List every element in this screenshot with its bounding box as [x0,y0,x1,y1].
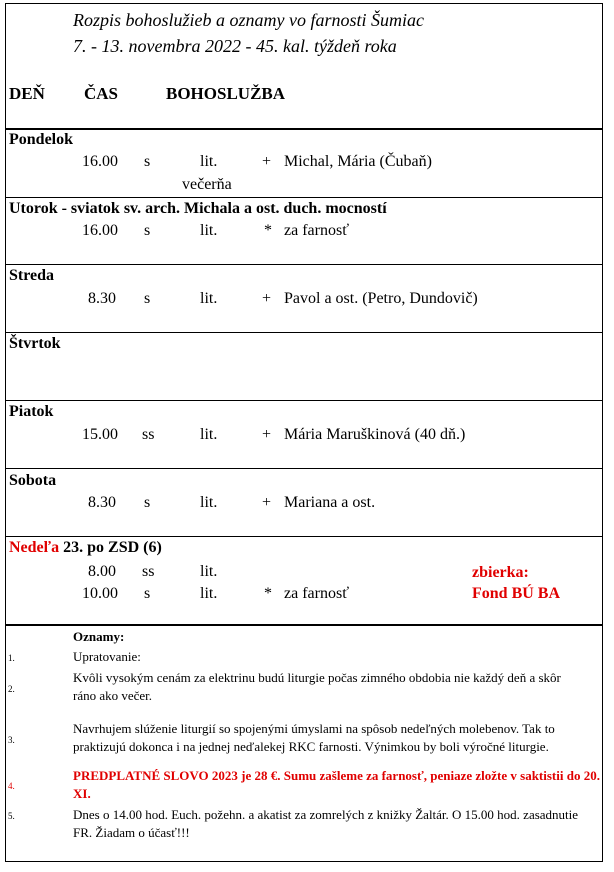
mark-monday: + [262,153,272,170]
time-sunday-1: 8.00 [88,563,116,580]
mark-friday: + [262,426,272,443]
header-service: BOHOSLUŽBA [166,84,286,103]
time-saturday: 8.30 [88,494,116,511]
time-wednesday: 8.30 [88,290,116,307]
kind2-monday: večerňa [182,176,232,193]
mark-saturday: + [262,494,272,511]
day-name-monday: Pondelok [9,131,74,148]
day-name-tuesday: Utorok - sviatok sv. arch. Michala a ost. duch. mocností [9,200,387,217]
kind-tuesday: lit. [200,222,218,239]
mark-tuesday: * [264,222,272,239]
collection-label: zbierka: [472,564,529,581]
divider [5,128,603,130]
kind-monday: lit. [200,153,218,170]
type-sunday-1: ss [142,563,155,580]
day-name-wednesday: Streda [9,267,55,284]
notices-heading: Oznamy: [73,629,125,644]
intent-monday: Michal, Mária (Čubaň) [284,153,432,170]
notice-text-1: Upratovanie: [73,649,141,664]
day-name-sunday: Nedeľa [9,539,60,556]
intent-saturday: Mariana a ost. [284,494,376,511]
type-wednesday: s [144,290,151,307]
intent-friday: Mária Maruškinová (40 dň.) [284,426,466,443]
time-friday: 15.00 [82,426,118,443]
type-sunday-2: s [144,585,151,602]
divider [5,536,603,537]
divider [5,332,603,333]
notice-text-5: Dnes o 14.00 hod. Euch. požehn. a akatist za zomrelých z knižky Žaltár. O 15.00 hod. zasadnutie FR. Žiadam o účasť!!! [73,807,579,840]
day-name-friday: Piatok [9,403,54,420]
kind-saturday: lit. [200,494,218,511]
type-friday: ss [142,426,155,443]
type-monday: s [144,153,151,170]
notice-number-4: 4. [8,781,15,791]
day-name-thursday: Štvrtok [9,335,61,352]
divider [5,400,603,401]
type-saturday: s [144,494,151,511]
intent-sunday-2: za farnosť [284,585,350,602]
divider [5,468,603,469]
time-monday: 16.00 [82,153,118,170]
notice-text-3: Navrhujem slúženie liturgií so spojenými úmyslami na spôsob nedeľných molebenov. Tak to praktizujú dokonca i na jednej neďalekej RKC farnosti. Výnimkou by boli výročné liturgie. [73,721,555,754]
sunday-heading [9,539,162,557]
day-name-saturday: Sobota [9,472,57,489]
kind-friday: lit. [200,426,218,443]
sunday-title: 23. po ZSD (6) [63,539,162,556]
divider [5,264,603,265]
header-time: ČAS [84,84,119,103]
notice-text-2: Kvôli vysokým cenám za elektrinu budú liturgie počas zimného obdobia nie každý deň a skôr ráno ako večer. [73,670,561,703]
divider [5,197,603,198]
notice-number-3: 3. [8,735,15,745]
collection-target: Fond BÚ BA [472,585,561,602]
notice-number-2: 2. [8,684,15,694]
kind-sunday-2: lit. [200,585,218,602]
intent-tuesday: za farnosť [284,222,350,239]
notice-number-1: 1. [8,653,15,663]
kind-wednesday: lit. [200,290,218,307]
mark-sunday-2: * [264,585,272,602]
intent-wednesday: Pavol a ost. (Petro, Dundovič) [284,290,478,307]
mark-wednesday: + [262,290,272,307]
kind-sunday-1: lit. [200,563,218,580]
title-line-2: 7. - 13. novembra 2022 - 45. kal. týždeň roka [73,36,397,56]
header-day: DEŇ [9,84,45,103]
type-tuesday: s [144,222,151,239]
divider [5,624,603,626]
time-tuesday: 16.00 [82,222,118,239]
notice-number-5: 5. [8,811,15,821]
title-line-1: Rozpis bohoslužieb a oznamy vo farnosti Šumiac [73,10,424,30]
time-sunday-2: 10.00 [82,585,118,602]
notice-text-4: PREDPLATNÉ SLOVO 2023 je 28 €. Sumu zašleme za farnosť, peniaze zložte v saktistii do 20. XI. [73,768,600,801]
